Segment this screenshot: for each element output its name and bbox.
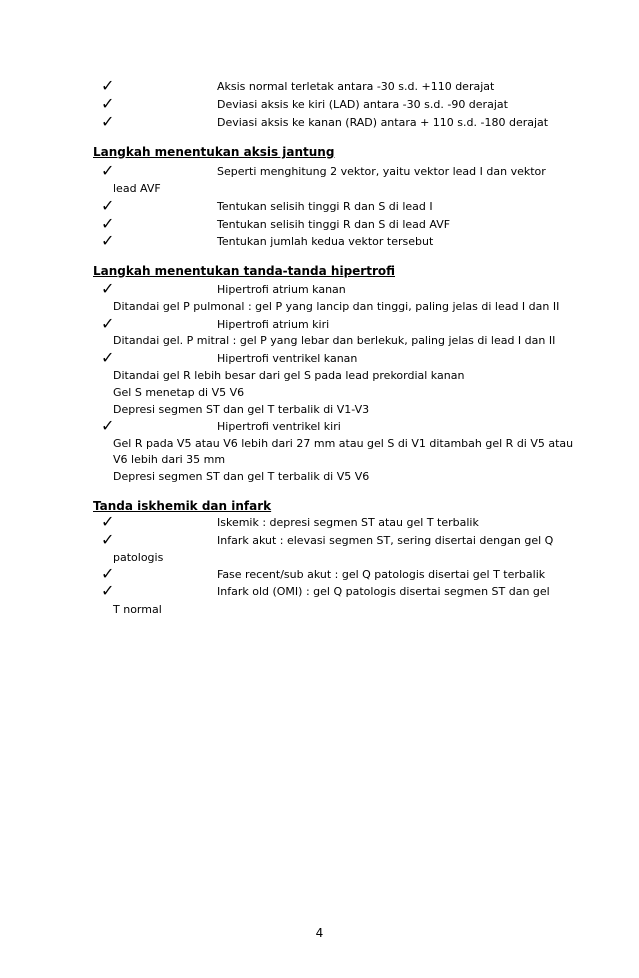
list-item: Infark akut : elevasi segmen ST, sering disertai dengan gel Q — [217, 534, 554, 547]
checkmark-icon: ✓ — [101, 581, 115, 600]
checkmark-icon: ✓ — [101, 348, 115, 367]
checkmark-icon: ✓ — [101, 196, 115, 215]
list-item: Tentukan jumlah kedua vektor tersebut — [217, 235, 434, 248]
checkmark-icon: ✓ — [101, 564, 115, 583]
checkmark-icon: ✓ — [101, 279, 115, 298]
list-item-continuation: T normal — [113, 603, 162, 616]
checkmark-icon: ✓ — [101, 161, 115, 180]
checkmark-icon: ✓ — [101, 314, 115, 333]
list-item: Tentukan selisih tinggi R dan S di lead I — [217, 200, 433, 213]
checkmark-icon: ✓ — [101, 112, 115, 131]
checkmark-icon: ✓ — [101, 512, 115, 531]
list-item-description: Gel S menetap di V5 V6 — [113, 386, 245, 399]
section-heading-hipertrofi: Langkah menentukan tanda-tanda hipertrofi — [93, 264, 396, 278]
list-item: Seperti menghitung 2 vektor, yaitu vektor lead I dan vektor — [217, 165, 546, 178]
list-item-description: V6 lebih dari 35 mm — [113, 453, 226, 466]
checkmark-icon: ✓ — [101, 530, 115, 549]
list-item: Deviasi aksis ke kanan (RAD) antara + 110 s.d. -180 derajat — [217, 116, 549, 129]
section-heading-aksis: Langkah menentukan aksis jantung — [93, 145, 335, 159]
list-item: Deviasi aksis ke kiri (LAD) antara -30 s.d. -90 derajat — [217, 98, 508, 111]
checkmark-icon: ✓ — [101, 231, 115, 250]
list-item-continuation: patologis — [113, 551, 164, 564]
checkmark-icon: ✓ — [101, 416, 115, 435]
list-item: Infark old (OMI) : gel Q patologis disertai segmen ST dan gel — [217, 585, 550, 598]
list-item: Hipertrofi ventrikel kanan — [217, 352, 358, 365]
list-item: Aksis normal terletak antara -30 s.d. +110 derajat — [217, 80, 495, 93]
page-number: 4 — [315, 926, 324, 940]
list-item-continuation: lead AVF — [113, 182, 161, 195]
list-item: Hipertrofi atrium kanan — [217, 283, 346, 296]
list-item-description: Gel R pada V5 atau V6 lebih dari 27 mm atau gel S di V1 ditambah gel R di V5 atau — [113, 437, 574, 450]
checkmark-icon: ✓ — [101, 94, 115, 113]
list-item-description: Ditandai gel. P mitral : gel P yang lebar dan berlekuk, paling jelas di lead I dan II — [113, 334, 556, 347]
list-item-description: Depresi segmen ST dan gel T terbalik di V5 V6 — [113, 470, 370, 483]
list-item-description: Ditandai gel R lebih besar dari gel S pada lead prekordial kanan — [113, 369, 465, 382]
list-item: Hipertrofi ventrikel kiri — [217, 420, 341, 433]
list-item: Fase recent/sub akut : gel Q patologis disertai gel T terbalik — [217, 568, 546, 581]
list-item: Iskemik : depresi segmen ST atau gel T terbalik — [217, 516, 479, 529]
checkmark-icon: ✓ — [101, 214, 115, 233]
section-heading-iskhemik: Tanda iskhemik dan infark — [93, 499, 272, 513]
list-item-description: Depresi segmen ST dan gel T terbalik di V1-V3 — [113, 403, 370, 416]
list-item: Hipertrofi atrium kiri — [217, 318, 330, 331]
list-item: Tentukan selisih tinggi R dan S di lead AVF — [217, 218, 451, 231]
list-item-description: Ditandai gel P pulmonal : gel P yang lancip dan tinggi, paling jelas di lead I dan II — [113, 300, 560, 313]
checkmark-icon: ✓ — [101, 76, 115, 95]
